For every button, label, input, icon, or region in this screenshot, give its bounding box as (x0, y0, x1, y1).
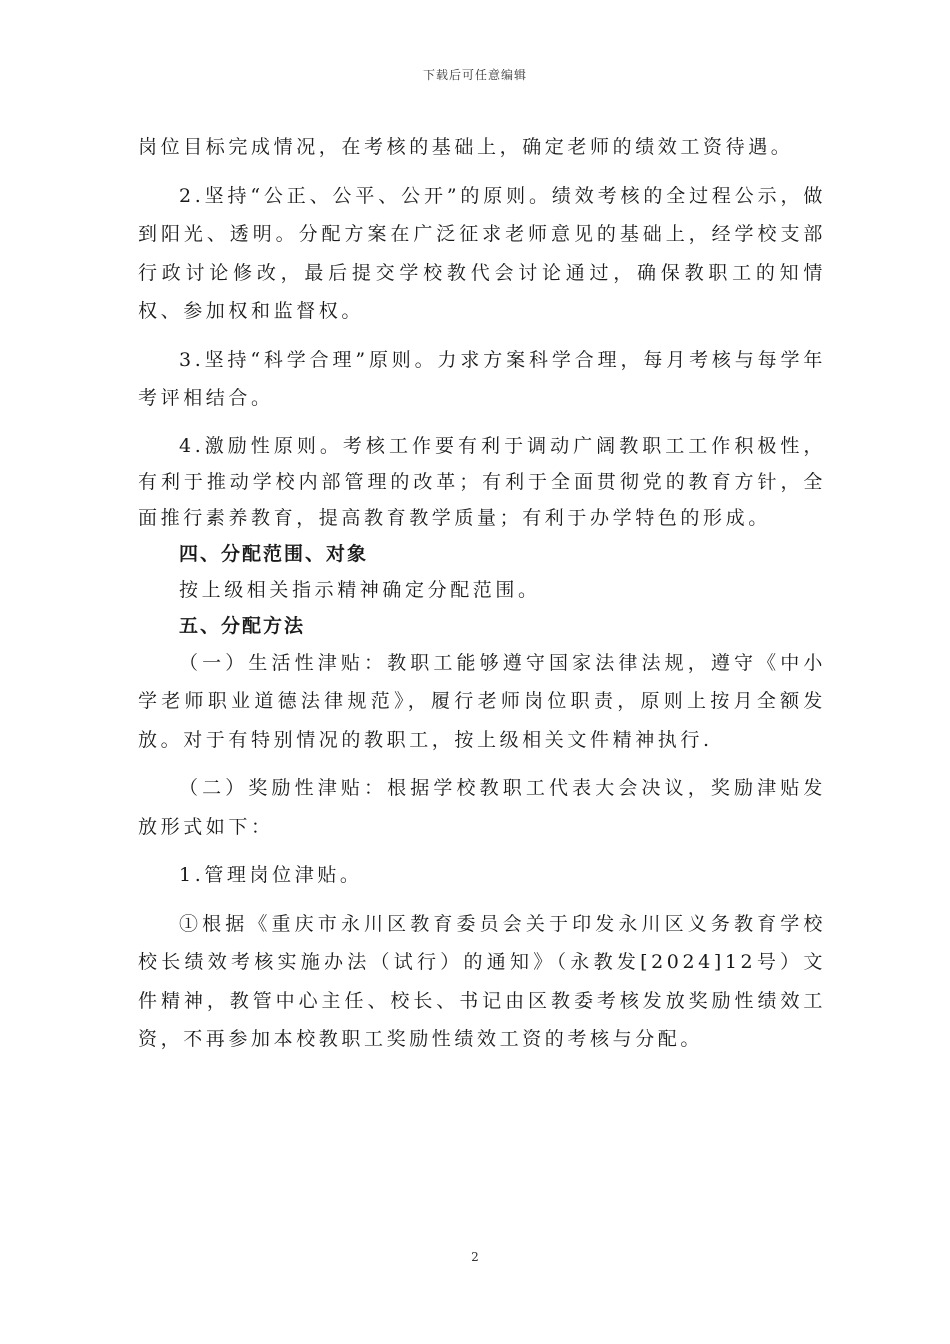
page-header: 下载后可任意编辑 (422, 68, 527, 82)
paragraph-living-allowance: （一）生活性津贴：教职工能够遵守国家法律法规，遵守《中小学老师职业道德法律规范》，履行老师岗位职责，原则上按月全额发放。对于有特别情况的教职工，按上级相关文件精神执行. (138, 651, 826, 751)
paragraph-incentive-allowance: （二）奖励性津贴：根据学校教职工代表大会决议，奖励津贴发放形式如下： (138, 777, 826, 838)
paragraph-principle-2: 2.坚持“公正、公平、公开”的原则。绩效考核的全过程公示，做到阳光、透明。分配方案在广泛征求老师意见的基础上，经学校支部行政讨论修改，最后提交学校教代会讨论通过，确保教职工的知情权、参加权和监督权。 (138, 184, 826, 322)
paragraph-scope: 按上级相关指示精神确定分配范围。 (179, 578, 541, 601)
paragraph-principle-3: 3.坚持“科学合理”原则。力求方案科学合理，每月考核与每学年考评相结合。 (138, 348, 826, 409)
paragraph-management-allowance: 1.管理岗位津贴。 (179, 864, 363, 886)
document-body (138, 128, 826, 1069)
paragraph-principle-4: 4.激励性原则。考核工作要有利于调动广阔教职工工作积极性，有利于推动学校内部管理的改革；有利于全面贯彻党的教育方针，全面推行素养教育，提高教育教学质量；有利于办学特色的形成。 (138, 434, 826, 529)
page-number: 2 (471, 1250, 479, 1264)
section-heading-method: 五、分配方法 (179, 614, 306, 637)
section-heading-scope: 四、分配范围、对象 (179, 542, 369, 565)
paragraph-item-1: ①根据《重庆市永川区教育委员会关于印发永川区义务教育学校校长绩效考核实施办法（试行）的通知》（永教发[2024]12号）文件精神，教管中心主任、校长、书记由区教委考核发放奖励性绩效工资，不再参加本校教职工奖励性绩效工资的考核与分配。 (138, 912, 826, 1050)
paragraph-continuation: 岗位目标完成情况，在考核的基础上，确定老师的绩效工资待遇。 (138, 136, 794, 158)
